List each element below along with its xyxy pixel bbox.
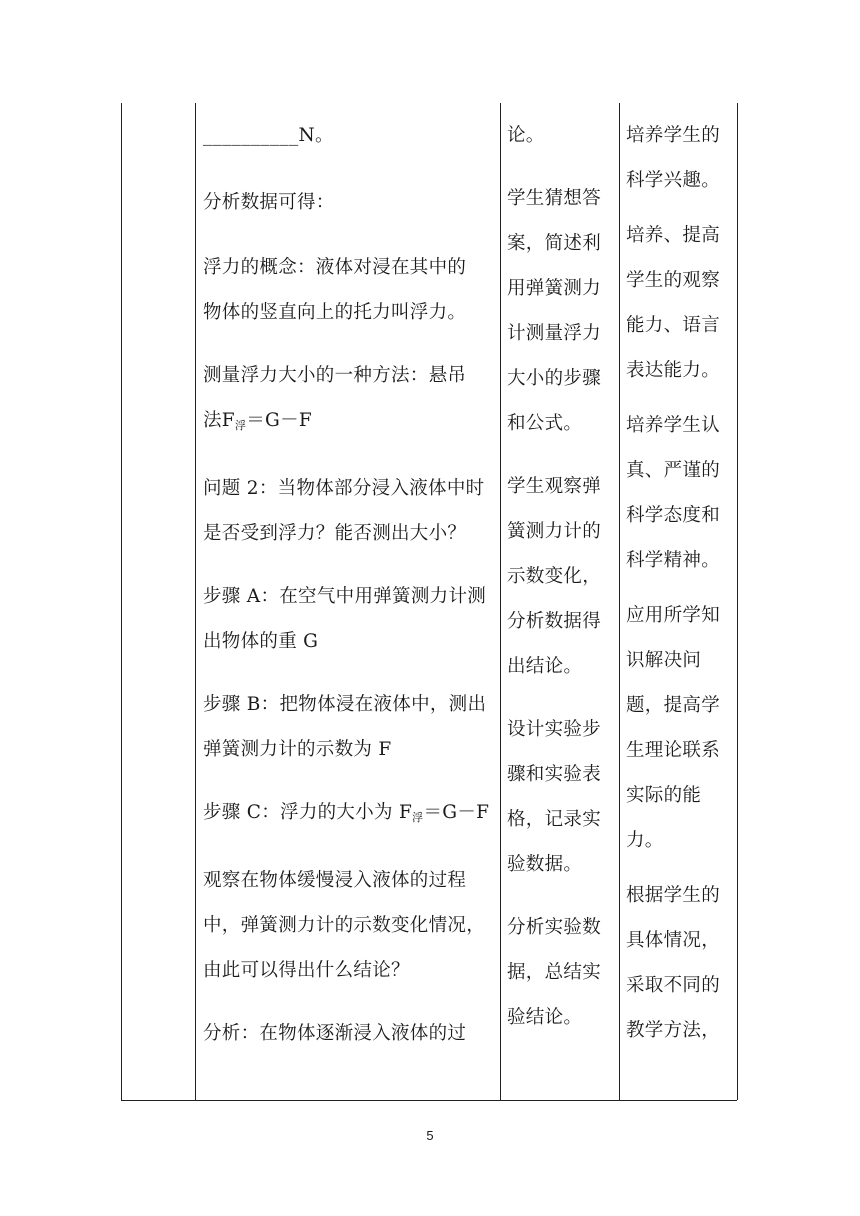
question-2: 问题 2：当物体部分浸入液体中时 是否受到浮力？能否测出大小？	[203, 478, 485, 544]
student-activity-column	[507, 113, 601, 1040]
activity-4: 设计实验步 骤和实验表 格，记录实 验数据。	[507, 719, 602, 875]
intent-1: 培养学生的 科学兴趣。	[626, 125, 721, 191]
content-column	[203, 113, 489, 1056]
intent-3: 培养学生认 真、严谨的 科学态度和 科学精神。	[626, 415, 721, 571]
table-bottom-border	[121, 1100, 737, 1101]
design-intent-column	[626, 113, 720, 1053]
measurement-method: 测量浮力大小的一种方法：悬吊 法$F_浮=G-F$	[203, 365, 467, 432]
analysis-text: 分析：在物体逐渐浸入液体的过	[203, 1023, 467, 1044]
page-number: 5	[426, 1128, 434, 1143]
table-divider-3	[619, 103, 620, 1100]
table-divider-2	[500, 103, 501, 1100]
observation-question: 观察在物体缓慢浸入液体的过程 中，弹簧测力计的示数变化情况， 由此可以得出什么结论？	[203, 870, 486, 981]
intent-4: 应用所学知 识解决问 题，提高学 生理论联系 实际的能 力。	[626, 605, 721, 851]
intent-2: 培养、提高 学生的观察 能力、语言 表达能力。	[626, 225, 721, 381]
table-divider-1	[195, 103, 196, 1100]
step-b: 步骤 B：把物体浸在液体中，测出 弹簧测力计的示数为 F	[203, 694, 487, 760]
table-border-right	[737, 103, 738, 1100]
step-c: 步骤 C：浮力的大小为 $F_浮=G-F$	[203, 802, 490, 824]
blank-answer: __________N。	[203, 125, 334, 146]
activity-3: 学生观察弹 簧测力计的 示数变化， 分析数据得 出结论。	[507, 476, 602, 677]
table-border-left	[121, 103, 122, 1100]
activity-2: 学生猜想答 案，简述利 用弹簧测力 计测量浮力 大小的步骤 和公式。	[507, 188, 602, 434]
buoyancy-concept: 浮力的概念：液体对浸在其中的 物体的竖直向上的托力叫浮力。	[203, 257, 467, 323]
intent-5: 根据学生的 具体情况， 采取不同的 教学方法，	[626, 885, 721, 1041]
activity-5: 分析实验数 据，总结实 验结论。	[507, 917, 602, 1028]
step-a: 步骤 A：在空气中用弹簧测力计测 出物体的重 G	[203, 586, 487, 652]
activity-1: 论。	[507, 125, 545, 146]
analysis-intro: 分析数据可得：	[203, 192, 335, 213]
